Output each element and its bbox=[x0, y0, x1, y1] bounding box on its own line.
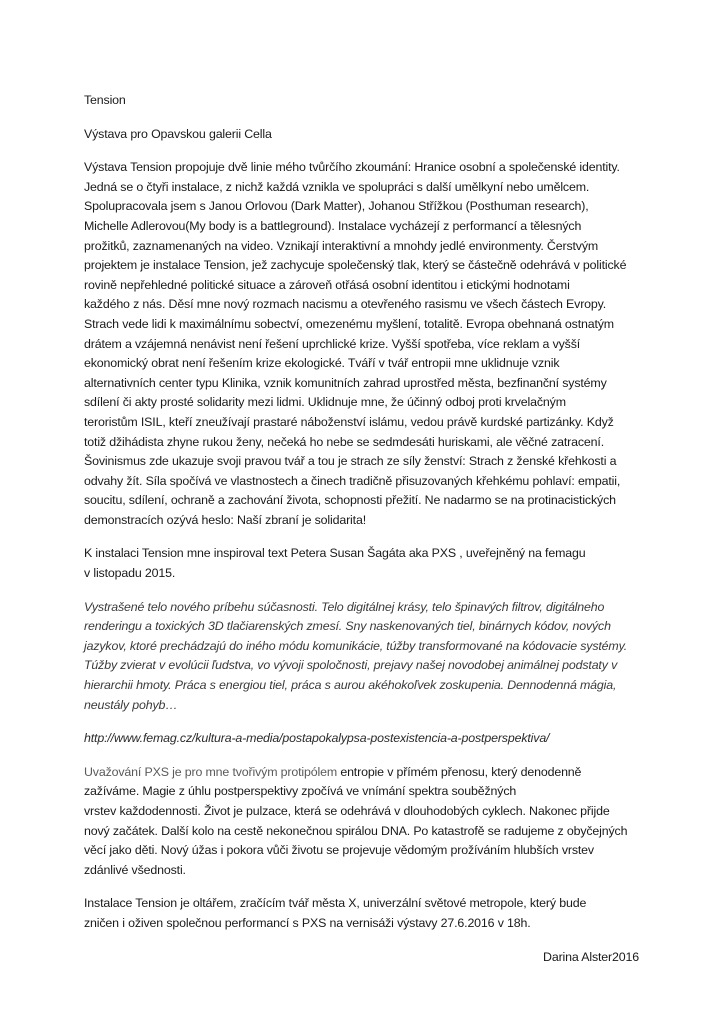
quote-line: Vystrašené telo nového príbehu súčasnosti. Telo digitálnej krásy, telo špinavých filtrov, digitálneho bbox=[84, 599, 605, 614]
text-line: prožitků, zaznamenaných na video. Vznikají interaktivní a mnohdy jedlé environmenty. Čerstvým bbox=[84, 238, 599, 253]
text-line: zdánlivé všednosti. bbox=[84, 862, 186, 877]
reflection-rest-text: entropie v přímém přenosu, který denodenně bbox=[337, 764, 582, 779]
source-link[interactable]: http://www.femag.cz/kultura-a-media/postapokalypsa-postexistencia-a-postperspektiva/ bbox=[84, 731, 550, 746]
text-line: v listopadu 2015. bbox=[84, 566, 176, 581]
text-line: Spolupracovala jsem s Janou Orlovou (Dark Matter), Johanou Střížkou (Posthuman research), bbox=[84, 199, 589, 214]
quote-line: hierarchii hmoty. Práca s energiou tiel, práca s aurou akéhokoľvek zoskupenia. Dennodenná mágia, bbox=[84, 678, 617, 693]
paragraph-inspiration bbox=[84, 544, 644, 583]
text-line: ekonomický obrat není řešením krize ekologické. Tváří v tvář entropii mne uklidnuje vznik bbox=[84, 356, 560, 371]
text-line: zažíváme. Magie z úhlu postperspektivy zpočívá ve vnímání spektra souběžných bbox=[84, 784, 517, 799]
text-line: věcí jako děti. Nový úžas i pokora vůči životu se projevuje vědomým prožíváním hlubších vrstev bbox=[84, 843, 594, 858]
text-line: soucitu, sdílení, ochraně a zachování života, schopnosti přežití. Ne nadarmo se na protinacistických bbox=[84, 493, 616, 508]
paragraph-reflection bbox=[84, 763, 644, 881]
paragraph-installation bbox=[84, 894, 644, 933]
text-line: sdílení či akty prosté solidarity mezi lidmi. Uklidnuje mne, že účinný odboj proti krvelačným bbox=[84, 395, 566, 410]
document-title: Tension bbox=[84, 93, 126, 107]
text-line: drátem a vzájemná nenávist není řešení uprchlické krize. Vyšší spotřeba, více reklam a vyšší bbox=[84, 336, 581, 351]
quote-line: Túžby zvierat v evolúcii ľudstva, vo vývoji spoločnosti, prejavy našej novodobej animálnej podstaty v bbox=[84, 658, 618, 673]
quote-line: renderingu a toxických 3D tlačiarenských zmesí. Sny naskenovaných tiel, binárnych kódov, nových bbox=[84, 619, 611, 634]
text-line: demonstracích ozývá heslo: Naší zbraní je solidarita! bbox=[84, 512, 366, 527]
paragraph-intro bbox=[84, 158, 644, 530]
text-line: Výstava Tension propojuje dvě linie mého tvůrčího zkoumání: Hranice osobní a společenské identity. bbox=[84, 160, 620, 175]
text-line: odvahy žít. Síla spočívá ve vlastnostech a činech tradičně přisuzovaných křehkému pohlaví: empatii, bbox=[84, 473, 621, 488]
text-line: alternativních center typu Klinika, vznik komunitních zahrad uprostřed města, bezfinanční systémy bbox=[84, 375, 607, 390]
text-line: Jedná se o čtyři instalace, z nichž každá vznikla ve spolupráci s další umělkyní nebo umělcem. bbox=[84, 179, 590, 194]
text-line: každého z nás. Děsí mne nový rozmach nacismu a otevřeného rasismu ve všech částech Evropy. bbox=[84, 297, 607, 312]
document-page bbox=[84, 91, 644, 967]
text-line: zničen i oživen společnou performancí s PXS na vernisáži výstavy 27.6.2016 v 18h. bbox=[84, 915, 531, 930]
text-line: vrstev každodennosti. Život je pulzace, která se odehrává v dlouhodobých cyklech. Nakonec přijde bbox=[84, 804, 610, 818]
reflection-grey-text: Uvažování PXS je pro mne tvořivým protipólem bbox=[84, 764, 338, 779]
quote-line: neustály pohyb… bbox=[84, 697, 178, 712]
text-line: Instalace Tension je oltářem, zračícím tvář města X, univerzální světové metropole, který bude bbox=[84, 896, 587, 911]
document-subtitle: Výstava pro Opavskou galerii Cella bbox=[84, 126, 272, 141]
text-line: teroristům ISIL, kteří zneužívají prastaré náboženství islámu, vedou právě kurdské partizánky. Když bbox=[84, 414, 614, 429]
quote-block bbox=[84, 598, 644, 716]
text-line: Michelle Adlerovou(My body is a battleground). Instalace vycházejí z performancí a tělesných bbox=[84, 218, 582, 233]
text-line: K instalaci Tension mne inspiroval text Petera Susan Šagáta aka PXS , uveřejněný na femagu bbox=[84, 546, 586, 561]
text-line: nový začátek. Další kolo na cestě nekonečnou spirálou DNA. Po katastrofě se radujeme z obyčejných bbox=[84, 823, 628, 838]
text-line: totiž džihádista zhyne rukou ženy, nečeká ho nebe se sedmdesáti huriskami, ale věčné zatracení. bbox=[84, 434, 604, 449]
text-line: rovině nepřehledné politické situace a zároveň otřásá osobní identitou i etickými hodnotami bbox=[84, 277, 570, 292]
signature: Darina Alster2016 bbox=[543, 949, 639, 964]
quote-line: jazykov, ktoré prechádzajú do iného módu komunikácie, túžby transformované na kódovacie systémy. bbox=[84, 638, 628, 653]
text-line: Strach vede lidi k maximálnímu sobectví, omezenému myšlení, totalitě. Evropa obehnaná ostnatým bbox=[84, 316, 614, 331]
text-line: Šovinismus zde ukazuje svoji pravou tvář a tou je strach ze síly ženství: Strach z ženské křehkosti a bbox=[84, 454, 617, 469]
reflection-first-line bbox=[84, 763, 644, 783]
text-line: projektem je instalace Tension, jež zachycuje společenský tlak, který se částečně odehrává v politické bbox=[84, 258, 627, 273]
